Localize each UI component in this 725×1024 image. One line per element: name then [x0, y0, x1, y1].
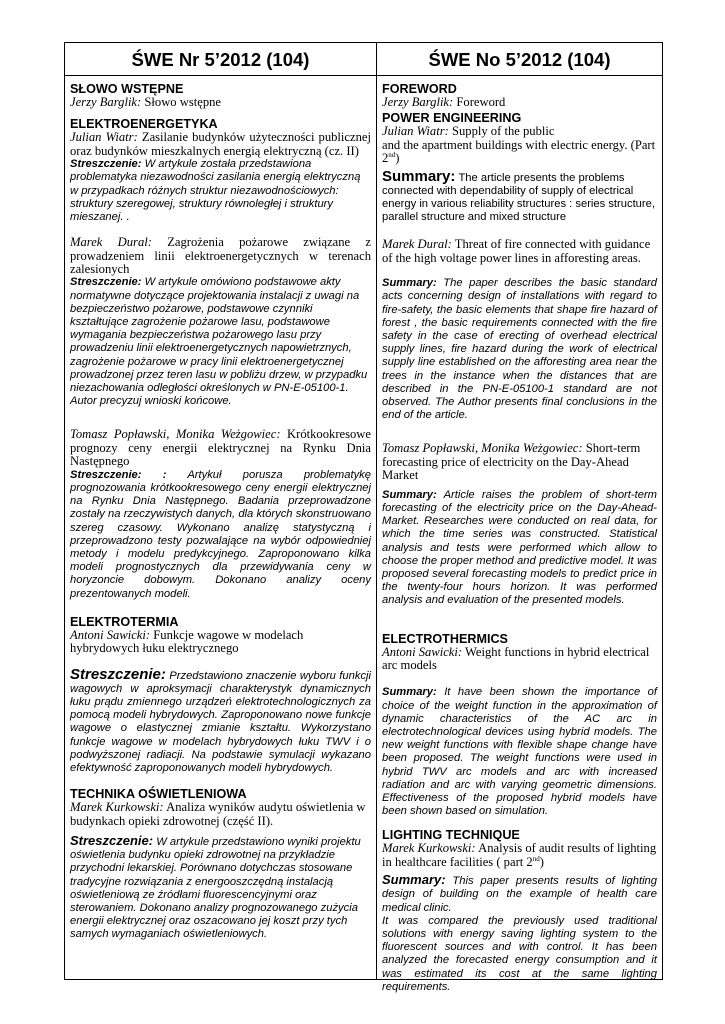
abstract-text: It have been shown the importance of choice of the weight function in the approximation of dynamic characteristics of the AC arc in electrotechnological devices using hybrid models. The new weight functions with flexible shape change have been proposed. The weight functions were used in hybrid TWV arc models and arc with increased radiation and arc with varying geometric dimensions. Effectiveness of the proposed hybrid models have been shown based on simulation.: [382, 686, 658, 818]
english-column: [377, 43, 662, 993]
article-entry: [382, 842, 657, 869]
paren: ): [395, 151, 400, 166]
abstract: [70, 469, 371, 601]
article-title: Foreword: [456, 95, 506, 109]
author: Tomasz Popławski, Monika Weżgowiec:: [382, 441, 583, 456]
author: Marek Kurkowski:: [70, 800, 164, 815]
section-title-electrothermics-pl: ELEKTROTERMIA: [70, 614, 179, 629]
abstract-text: W artykule przedstawiono wyniki projektu oświetlenia budynku opieki zdrowotnej na przykładzie przychodni lekarskiej. Porównano dotychczas stosowane tradycyjne rozwiązania z energooszczędną instalacją oświetleniową ze źródłami fluorescencyjnymi oraz sterowaniem. Dokonano analizy prognozowanego zużycia energii elektrycznej oraz oszacowano jej koszt przy tych samych wymaganiach oświetleniowych.: [70, 835, 361, 941]
abstract: [382, 277, 657, 422]
abstract-text: Article raises the problem of short-term forecasting of the electricity price on the Day-Ahead-Market. Researches were conducted on real data, for which the time series was constructed. Statistical analysis and tests were performed which allow to choose the proper method and predictive model. It was proposed several forecasting models to predict price in the twenty-four hours horizon. It was performed analysis and evaluation of the presented models.: [382, 488, 657, 607]
abstract: [382, 167, 657, 225]
abstract-label: Streszczenie: :: [70, 468, 167, 481]
article-title: Analysis of audit results of lighting in healthcare facilities ( part 2: [382, 841, 657, 869]
author: Antoni Sawicki:: [382, 644, 463, 659]
article-entry: [382, 238, 657, 265]
article-title-cont: and the apartment buildings with electric energy. (Part 2: [382, 137, 656, 166]
article-entry: [70, 236, 371, 276]
foreword-entry-pl: [70, 96, 371, 109]
article-title: Supply of the public: [451, 124, 555, 139]
section-title-electrothermics-en: ELECTROTHERMICS: [382, 631, 508, 646]
summary-table: [64, 42, 663, 993]
section-title-foreword-en: FOREWORD: [382, 82, 457, 96]
article-title: Funkcje wagowe w modelach hybrydowych łuku elektrycznego: [70, 627, 304, 656]
abstract: [70, 158, 371, 224]
superscript: nd: [388, 151, 396, 160]
abstract-label: Streszczenie:: [70, 158, 142, 171]
abstract: [70, 665, 372, 776]
article-entry: [70, 801, 371, 828]
article-title: Weight functions in hybrid electrical arc models: [382, 644, 650, 672]
abstract-text: Artykuł porusza problematykę prognozowania krótkookresowego ceny energii elektrycznej na Rynku Dnia Następnego. Badania przeprowadzone zostały na rzeczywistych danych, dla których skonstruowano szereg czasowy. Wykonano analizę statystyczną i przeprowadzono testy pozwalające na wybór odpowiedniej metody i modelu predykcyjnego. Zaproponowano kilka modeli prognostycznych dla przewidywania ceny w horyzoncie dobowym. Dokonano analizy oceny prezentowanych modeli.: [70, 468, 371, 600]
abstract-text: This paper presents results of lighting design of building on the example of health care medical clinic.: [382, 875, 657, 914]
abstract-text: W artykule omówiono podstawowe akty normatywne dotyczące projektowania instalacji z uwagi na bezpieczeństwo pożarowe, podstawowe czynniki kształtujące zagrożenie pożarowe lasu, podstawowe wymagania bezpieczeństwa pożarowego lasu przy prowadzeniu linii elektroenergetycznych napowietrznych, zagrożenie pożarowe w pracy linii elektroenergetycznej prowadzonej przez teren lasu w pobliżu drzew, w przypadku niezachowania odległości określonych w PN-E-05100-1. Autor precyzuj wnioski końcowe.: [70, 276, 368, 408]
author: Marek Dural:: [70, 235, 152, 250]
superscript: nd: [532, 854, 540, 863]
left-column-title: ŚWE Nr 5’2012 (104): [65, 43, 376, 76]
article-title: Short-term forecasting price of electricity on the Day-Ahead Market: [382, 441, 641, 483]
abstract-label: Streszczenie:: [70, 665, 166, 683]
abstract-label: Summary:: [382, 167, 456, 185]
abstract-text: Przedstawiono znaczenie wyboru funkcji wagowych w aproksymacji charakterystyk dynamicznych łuku prądu zmiennego urządzeń elektrotechnologicznych za pomocą modeli hybrydowych. Zaproponowano nowe funkcje wagowe o elastycznej zmianie kształtu. Wykorzystano funkcje wagowe w modelach hybrydowych łuku TWV i o podwyższonej radiacji. Na podstawie symulacji wykazano efektywność zaproponowanych modeli hybrydowych.: [70, 669, 372, 774]
author: Marek Dural:: [382, 237, 452, 252]
abstract: [70, 834, 371, 942]
abstract-continued: [382, 915, 657, 994]
foreword-entry-en: [382, 96, 657, 109]
section-title-power-pl: ELEKTROENERGETYKA: [70, 117, 218, 132]
author: Tomasz Popławski, Monika Weżgowiec:: [70, 427, 281, 442]
abstract: [382, 686, 657, 818]
article-title: Analiza wyników audytu oświetlenia w budynkach opieki zdrowotnej (część II).: [70, 800, 366, 828]
article-entry: [382, 125, 657, 165]
abstract-label: Summary:: [382, 488, 437, 501]
article-title: Threat of fire connected with guidance of the high voltage power lines in afforesting areas.: [382, 237, 651, 265]
author: Antoni Sawicki:: [70, 627, 151, 642]
polish-column: [65, 43, 377, 979]
paren: ): [539, 854, 544, 869]
abstract-text: The paper describes the basic standard acts concerning design of installations with regard to fire-safety, the basic elements that shape fire hazard of forest , the basic requirements connected with the fire safety in the case of erecting of overhead electrical supply lines, fire hazard during the work of electrical supply line established on the afforesting area near the trees in the instance when the distances that are described in the PN-E-05100-1 standard are not observed. The Author presents final conclusions in the end of the article.: [382, 277, 658, 422]
article-entry: [70, 629, 371, 656]
right-column-title: ŚWE No 5’2012 (104): [377, 43, 662, 76]
abstract-text: W artykule została przedstawiona problematyka niezawodności zasilania energią elektryczną w przypadkach różnych struktur niezawodnościowych: struktury szeregowej, struktury równoległej i struktury mieszanej. .: [70, 158, 361, 224]
author: Marek Kurkowski:: [382, 841, 476, 856]
abstract-label: Streszczenie:: [70, 832, 154, 848]
section-title-lighting-en: LIGHTING TECHNIQUE: [382, 828, 520, 843]
author: Julian Wiatr:: [70, 130, 138, 145]
author: Jerzy Barglik:: [70, 95, 142, 109]
section-title-power-en: POWER ENGINEERING: [382, 111, 522, 126]
abstract: [382, 489, 657, 608]
article-entry: [70, 428, 371, 468]
abstract-label: Summary:: [382, 277, 437, 290]
author: Jerzy Barglik:: [382, 95, 454, 109]
article-entry: [70, 131, 371, 158]
article-entry: [382, 646, 657, 673]
abstract-text: The article presents the problems connected with dependability of supply of electrical energy in various reliability structures : series structure, parallel structure and mixed structure: [382, 171, 655, 224]
section-title-lighting-pl: TECHNIKA OŚWIETLENIOWA: [70, 787, 247, 802]
abstract: [382, 873, 657, 915]
article-entry: [382, 442, 657, 482]
abstract-label: Streszczenie:: [70, 276, 142, 289]
article-title: Zagrożenia pożarowe związane z prowadzeniem linii elektroenergetycznych w terenach zalesionych: [70, 235, 371, 277]
article-title: Krótkookresowe prognozy ceny energii elektrycznej na Rynku Dnia Następnego: [70, 427, 371, 469]
abstract-label: Summary:: [382, 686, 437, 699]
abstract-text: It was compared the previously used traditional solutions with energy saving lighting system to the fluorescent sources and with control. It has been analyzed the forecasted energy consumption and it was estimated its cost at the same lighting requirements.: [382, 914, 657, 993]
article-title: Zasilanie budynków użyteczności publicznej oraz budynków mieszkalnych energią elektryczną (cz. II): [70, 130, 371, 158]
author: Julian Wiatr:: [382, 124, 449, 139]
article-title: Słowo wstępne: [144, 95, 221, 109]
abstract-label: Summary:: [382, 872, 446, 888]
abstract: [70, 276, 371, 408]
section-title-foreword-pl: SŁOWO WSTĘPNE: [70, 82, 184, 96]
